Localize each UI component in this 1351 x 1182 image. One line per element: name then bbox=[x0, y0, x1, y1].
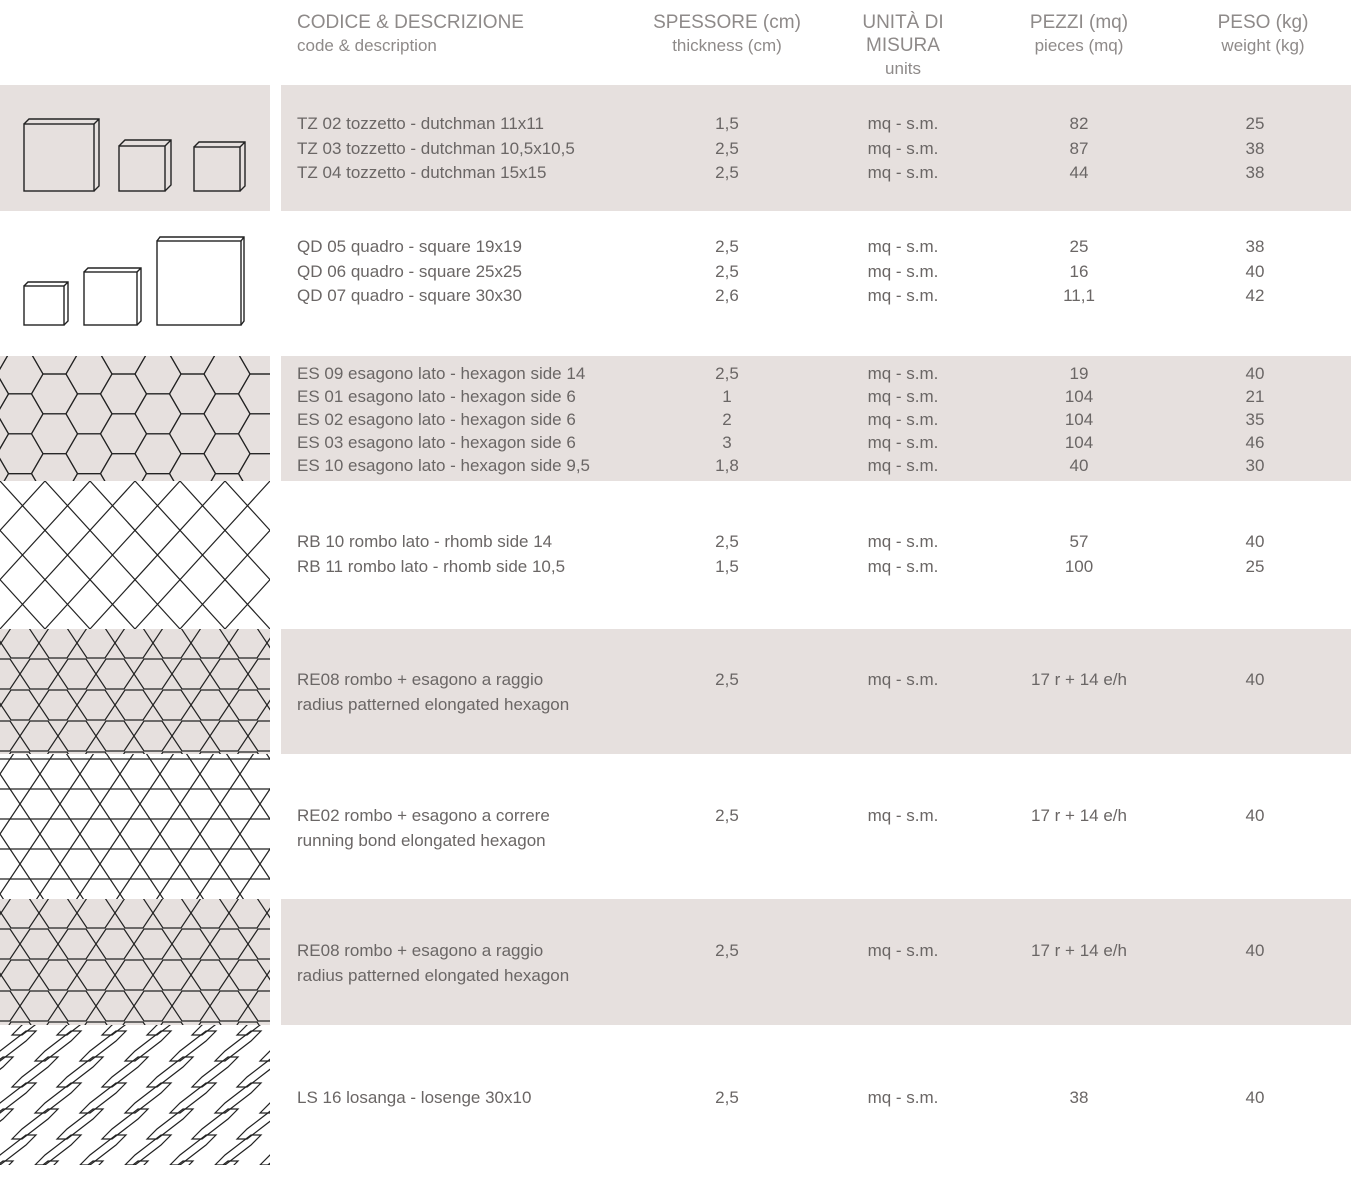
cell-description: RE02 rombo + esagono a correre bbox=[297, 806, 550, 825]
cell-weight: 40 bbox=[1245, 532, 1265, 551]
header-thickness-en: thickness (cm) bbox=[672, 36, 782, 55]
cell-description: running bond elongated hexagon bbox=[297, 831, 546, 850]
cell-units: mq - s.m. bbox=[867, 410, 939, 429]
header-thickness bbox=[647, 11, 807, 57]
product-group-hexagon bbox=[0, 356, 1351, 481]
cell-units: mq - s.m. bbox=[867, 237, 939, 256]
cell-weight: 21 bbox=[1245, 387, 1265, 406]
cell-description: QD 07 quadro - square 30x30 bbox=[297, 286, 522, 305]
cell-description: ES 09 esagono lato - hexagon side 14 bbox=[297, 364, 586, 383]
cell-pieces: 82 bbox=[1069, 114, 1089, 133]
cell-description: radius patterned elongated hexagon bbox=[297, 695, 570, 714]
product-group-square bbox=[0, 211, 1351, 356]
cell-units: mq - s.m. bbox=[867, 114, 939, 133]
cell-description: ES 10 esagono lato - hexagon side 9,5 bbox=[297, 456, 590, 475]
cell-pieces: 44 bbox=[1069, 163, 1089, 182]
cell-thickness: 2,5 bbox=[715, 532, 739, 551]
cell-thickness: 1,5 bbox=[715, 556, 739, 576]
cell-weight: 40 bbox=[1245, 261, 1265, 281]
header-description bbox=[297, 11, 524, 57]
cell-description: ES 03 esagono lato - hexagon side 6 bbox=[297, 433, 576, 452]
product-group-losenge bbox=[0, 1025, 1351, 1165]
cell-description: QD 06 quadro - square 25x25 bbox=[297, 261, 522, 281]
cell-thickness: 1,8 bbox=[715, 456, 739, 475]
cell-pieces: 104 bbox=[1064, 387, 1094, 406]
cell-description: TZ 04 tozzetto - dutchman 15x15 bbox=[297, 163, 547, 182]
cell-description: ES 02 esagono lato - hexagon side 6 bbox=[297, 410, 576, 429]
product-group-re02 bbox=[0, 754, 1351, 899]
cell-weight: 40 bbox=[1245, 806, 1265, 825]
cell-units: mq - s.m. bbox=[867, 261, 939, 281]
cell-units: mq - s.m. bbox=[867, 433, 939, 452]
cell-thickness: 2,5 bbox=[715, 806, 739, 825]
cell-description: radius patterned elongated hexagon bbox=[297, 966, 570, 985]
cell-units: mq - s.m. bbox=[867, 556, 939, 576]
header-pieces-en: pieces (mq) bbox=[1034, 36, 1124, 55]
cell-weight: 40 bbox=[1245, 364, 1265, 383]
header-description-it: CODICE & DESCRIZIONE bbox=[297, 12, 524, 33]
cell-description: RB 10 rombo lato - rhomb side 14 bbox=[297, 532, 553, 551]
cell-pieces: 87 bbox=[1069, 138, 1089, 158]
cell-units: mq - s.m. bbox=[867, 163, 939, 182]
product-group-re08-b bbox=[0, 899, 1351, 1025]
header-description-en: code & description bbox=[297, 36, 437, 55]
cell-units: mq - s.m. bbox=[867, 286, 939, 305]
product-group-re08-a bbox=[0, 629, 1351, 754]
cell-units: mq - s.m. bbox=[867, 138, 939, 158]
cell-units: mq - s.m. bbox=[867, 456, 939, 475]
cell-thickness: 2,5 bbox=[715, 261, 739, 281]
cell-thickness: 2,5 bbox=[715, 941, 739, 960]
cell-pieces: 19 bbox=[1069, 364, 1089, 383]
cell-thickness: 2,5 bbox=[715, 237, 739, 256]
cell-pieces: 25 bbox=[1069, 237, 1089, 256]
cell-pieces: 104 bbox=[1064, 410, 1094, 429]
cell-units: mq - s.m. bbox=[867, 806, 939, 825]
cell-thickness: 3 bbox=[722, 433, 732, 452]
cell-thickness: 2,5 bbox=[715, 138, 739, 158]
cell-weight: 40 bbox=[1245, 1088, 1265, 1107]
cell-units: mq - s.m. bbox=[867, 670, 939, 689]
cell-weight: 40 bbox=[1245, 670, 1265, 689]
cell-thickness: 2,5 bbox=[715, 364, 739, 383]
cell-thickness: 2,6 bbox=[715, 286, 739, 305]
cell-weight: 30 bbox=[1245, 456, 1265, 475]
cell-description: TZ 02 tozzetto - dutchman 11x11 bbox=[297, 114, 544, 133]
header-units bbox=[823, 11, 983, 80]
cell-description: TZ 03 tozzetto - dutchman 10,5x10,5 bbox=[297, 138, 575, 158]
cell-pieces: 17 r + 14 e/h bbox=[1031, 941, 1127, 960]
cell-weight: 38 bbox=[1245, 138, 1265, 158]
cell-pieces: 104 bbox=[1064, 433, 1094, 452]
cell-pieces: 57 bbox=[1069, 532, 1089, 551]
product-group-dutchman bbox=[0, 85, 1351, 211]
cell-units: mq - s.m. bbox=[867, 941, 939, 960]
cell-thickness: 2,5 bbox=[715, 1088, 739, 1107]
cell-units: mq - s.m. bbox=[867, 1088, 939, 1107]
cell-pieces: 38 bbox=[1069, 1088, 1089, 1107]
cell-description: QD 05 quadro - square 19x19 bbox=[297, 237, 522, 256]
cell-units: mq - s.m. bbox=[867, 532, 939, 551]
product-group-rhomb bbox=[0, 481, 1351, 629]
cell-description: RB 11 rombo lato - rhomb side 10,5 bbox=[297, 556, 566, 576]
cell-pieces: 17 r + 14 e/h bbox=[1031, 806, 1127, 825]
cell-description: LS 16 losanga - losenge 30x10 bbox=[297, 1088, 532, 1107]
cell-pieces: 16 bbox=[1069, 261, 1089, 281]
header-thickness-it: SPESSORE (cm) bbox=[653, 12, 801, 33]
cell-description: ES 01 esagono lato - hexagon side 6 bbox=[297, 387, 576, 406]
cell-weight: 38 bbox=[1245, 163, 1265, 182]
cell-pieces: 17 r + 14 e/h bbox=[1031, 670, 1127, 689]
cell-thickness: 1,5 bbox=[715, 114, 739, 133]
cell-units: mq - s.m. bbox=[867, 364, 939, 383]
cell-description: RE08 rombo + esagono a raggio bbox=[297, 941, 544, 960]
cell-pieces: 11,1 bbox=[1063, 286, 1095, 305]
header-units-it: UNITÀ DI MISURA bbox=[862, 12, 944, 56]
table-header bbox=[0, 0, 1351, 85]
cell-thickness: 1 bbox=[722, 387, 732, 406]
cell-thickness: 2,5 bbox=[715, 163, 739, 182]
header-pieces bbox=[999, 11, 1159, 57]
cell-weight: 42 bbox=[1245, 286, 1265, 305]
header-weight-en: weight (kg) bbox=[1221, 36, 1305, 55]
cell-thickness: 2 bbox=[722, 410, 732, 429]
cell-pieces: 40 bbox=[1069, 456, 1089, 475]
cell-thickness: 2,5 bbox=[715, 670, 739, 689]
header-pieces-it: PEZZI (mq) bbox=[1029, 12, 1129, 33]
header-units-en: units bbox=[885, 59, 921, 78]
cell-weight: 25 bbox=[1245, 114, 1265, 133]
cell-weight: 35 bbox=[1245, 410, 1265, 429]
cell-weight: 25 bbox=[1245, 556, 1265, 576]
cell-weight: 46 bbox=[1245, 433, 1265, 452]
cell-description: RE08 rombo + esagono a raggio bbox=[297, 670, 544, 689]
cell-weight: 38 bbox=[1245, 237, 1265, 256]
cell-units: mq - s.m. bbox=[867, 387, 939, 406]
header-weight bbox=[1183, 11, 1343, 57]
header-weight-it: PESO (kg) bbox=[1217, 12, 1309, 33]
cell-weight: 40 bbox=[1245, 941, 1265, 960]
cell-pieces: 100 bbox=[1064, 556, 1094, 576]
